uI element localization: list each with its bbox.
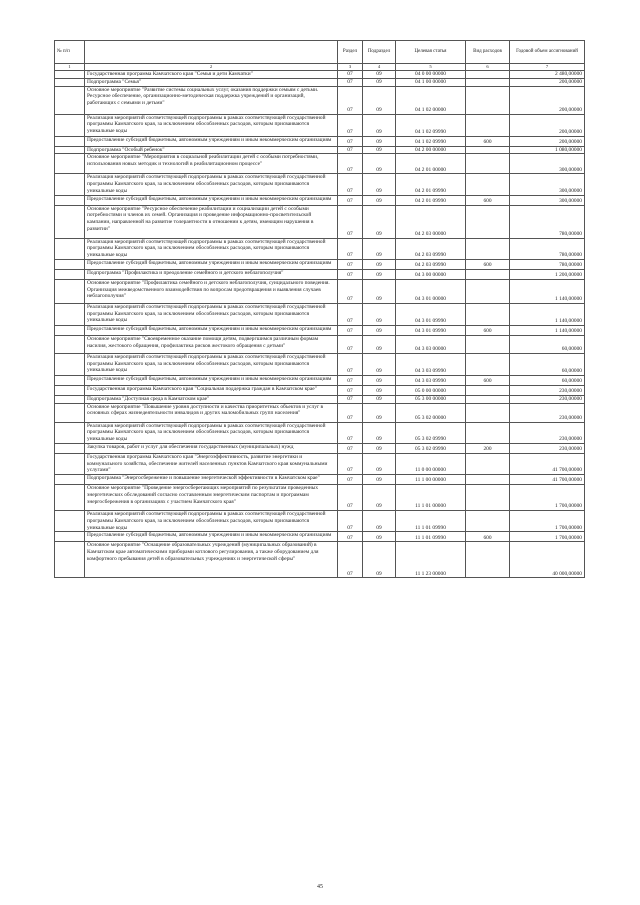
row-podrazdel: 09	[363, 403, 396, 422]
row-num	[55, 86, 85, 114]
table-row	[55, 443, 585, 453]
row-podrazdel: 09	[363, 71, 396, 79]
row-vid	[466, 453, 510, 474]
table-row	[55, 422, 585, 443]
row-tselevaya: 04 3 01 09990	[396, 325, 466, 335]
row-podrazdel: 09	[363, 78, 396, 86]
column-index: 3	[338, 64, 363, 71]
row-vid	[466, 395, 510, 403]
row-razdel: 07	[338, 259, 363, 269]
row-name: Реализация мероприятий соответствующей подпрограммы в рамках соответствующей государственной программы Камчатского края, за исключением обособленных расходов, которым присваиваются уникальные коды	[85, 303, 338, 325]
column-index: 2	[85, 64, 338, 71]
table-row	[55, 395, 585, 403]
row-summa: 200,00000	[510, 78, 585, 86]
row-podrazdel: 09	[363, 385, 396, 395]
row-razdel: 07	[338, 78, 363, 86]
table-row	[55, 403, 585, 422]
row-summa: 230,00000	[510, 385, 585, 395]
row-summa: 1 140,00000	[510, 325, 585, 335]
row-summa: 300,00000	[510, 195, 585, 205]
row-razdel: 07	[338, 205, 363, 238]
row-summa: 2 480,00000	[510, 71, 585, 79]
row-vid	[466, 511, 510, 532]
row-name: Предоставление субсидий бюджетным, автономным учреждениям и иным некоммерческим организациям	[85, 259, 338, 269]
row-vid	[466, 269, 510, 279]
row-podrazdel: 09	[363, 443, 396, 453]
row-tselevaya: 11 1 23 00000	[396, 542, 466, 578]
column-index-row	[55, 64, 585, 71]
row-summa: 300,00000	[510, 154, 585, 174]
row-summa: 41 700,00000	[510, 475, 585, 485]
row-vid	[466, 422, 510, 443]
row-razdel: 07	[338, 353, 363, 375]
row-vid	[466, 485, 510, 511]
row-tselevaya: 04 3 00 00000	[396, 269, 466, 279]
row-name: Подпрограмма "Семья"	[85, 78, 338, 86]
table-row	[55, 136, 585, 146]
row-podrazdel: 09	[363, 532, 396, 542]
row-name: Реализация мероприятий соответствующей подпрограммы в рамках соответствующей государственной программы Камчатского края, за исключением обособленных расходов, которым присваиваются уникальные коды	[85, 238, 338, 259]
row-razdel: 07	[338, 395, 363, 403]
row-name: Реализация мероприятий соответствующей подпрограммы в рамках соответствующей государственной программы Камчатского края, за исключением обособленных расходов, которым присваиваются уникальные коды	[85, 353, 338, 375]
row-name: Реализация мероприятий соответствующей подпрограммы в рамках соответствующей государственной программы Камчатского края, за исключением обособленных расходов, которым присваиваются уникальные коды	[85, 511, 338, 532]
row-razdel: 07	[338, 422, 363, 443]
row-num	[55, 205, 85, 238]
row-tselevaya: 04 1 00 00000	[396, 78, 466, 86]
row-num	[55, 269, 85, 279]
column-index: 4	[363, 64, 396, 71]
row-num	[55, 395, 85, 403]
row-tselevaya: 11 1 01 09990	[396, 511, 466, 532]
column-index: 6	[466, 64, 510, 71]
row-tselevaya: 04 3 03 09990	[396, 375, 466, 385]
row-tselevaya: 04 2 03 00000	[396, 205, 466, 238]
row-name: Предоставление субсидий бюджетным, автономным учреждениям и иным некоммерческим организациям	[85, 532, 338, 542]
row-razdel: 07	[338, 375, 363, 385]
row-num	[55, 303, 85, 325]
row-tselevaya: 11 1 01 00000	[396, 485, 466, 511]
row-num	[55, 335, 85, 353]
row-vid	[466, 86, 510, 114]
table-row	[55, 542, 585, 578]
table-row	[55, 385, 585, 395]
row-summa: 1 080,00000	[510, 146, 585, 154]
row-tselevaya: 04 3 01 00000	[396, 279, 466, 303]
table-header-row	[55, 41, 585, 64]
column-index: 5	[396, 64, 466, 71]
row-tselevaya: 04 2 01 09990	[396, 195, 466, 205]
row-name: Реализация мероприятий соответствующей подпрограммы в рамках соответствующей государственной программы Камчатского края, за исключением обособленных расходов, которым присваиваются уникальные коды	[85, 174, 338, 195]
row-razdel: 07	[338, 195, 363, 205]
row-razdel: 07	[338, 238, 363, 259]
row-summa: 41 700,00000	[510, 453, 585, 474]
row-podrazdel: 09	[363, 259, 396, 269]
row-podrazdel: 09	[363, 136, 396, 146]
row-name: Государственная программа Камчатского края "Семья и дети Камчатки"	[85, 71, 338, 79]
row-vid: 600	[466, 136, 510, 146]
table-row	[55, 174, 585, 195]
row-podrazdel: 09	[363, 335, 396, 353]
row-vid: 200	[466, 443, 510, 453]
row-num	[55, 71, 85, 79]
row-summa: 230,00000	[510, 422, 585, 443]
row-razdel: 07	[338, 475, 363, 485]
row-razdel: 07	[338, 542, 363, 578]
row-tselevaya: 04 3 03 09990	[396, 353, 466, 375]
row-razdel: 07	[338, 146, 363, 154]
row-name: Основное мероприятие "Оснащение образовательных учреждений (муниципальных образований) в Камчатском крае автоматическими приборами котлового регулирования, а также оборудованием для комфортного пребывания детей в образовательных учреждениях и энергетической сферы"	[85, 542, 338, 578]
row-summa: 1 140,00000	[510, 303, 585, 325]
row-name: Подпрограмма "Доступная среда в Камчатском крае"	[85, 395, 338, 403]
row-vid	[466, 71, 510, 79]
row-num	[55, 353, 85, 375]
table-row	[55, 238, 585, 259]
header-vid: Вид расходов	[466, 41, 510, 64]
row-num	[55, 422, 85, 443]
row-tselevaya: 04 2 01 00000	[396, 154, 466, 174]
row-vid	[466, 385, 510, 395]
row-num	[55, 403, 85, 422]
row-razdel: 07	[338, 485, 363, 511]
row-num	[55, 195, 85, 205]
row-podrazdel: 09	[363, 475, 396, 485]
header-num: № п/п	[55, 41, 85, 64]
table-row	[55, 532, 585, 542]
table-row	[55, 303, 585, 325]
column-index: 1	[55, 64, 85, 71]
row-podrazdel: 09	[363, 205, 396, 238]
row-tselevaya: 04 2 03 09990	[396, 259, 466, 269]
row-vid	[466, 205, 510, 238]
row-tselevaya: 11 0 00 00000	[396, 453, 466, 474]
row-num	[55, 174, 85, 195]
row-vid	[466, 353, 510, 375]
row-num	[55, 542, 85, 578]
row-vid	[466, 174, 510, 195]
row-name: Подпрограмма "Профилактика и преодоление семейного и детского неблагополучия"	[85, 269, 338, 279]
row-razdel: 07	[338, 136, 363, 146]
row-vid: 600	[466, 195, 510, 205]
row-summa: 230,00000	[510, 403, 585, 422]
row-num	[55, 279, 85, 303]
table-row	[55, 114, 585, 136]
row-summa: 300,00000	[510, 174, 585, 195]
table-body	[55, 71, 585, 578]
row-podrazdel: 09	[363, 154, 396, 174]
header-podrazdel: Подраздел	[363, 41, 396, 64]
row-num	[55, 485, 85, 511]
row-name: Государственная программа Камчатского края "Энергоэффективность, развитие энергетики и коммунального хозяйства, обеспечение жителей населенных пунктов Камчатского края коммунальными услугами"	[85, 453, 338, 474]
row-summa: 230,00000	[510, 395, 585, 403]
page-number: 45	[317, 884, 323, 890]
table-row	[55, 485, 585, 511]
row-tselevaya: 04 2 03 09990	[396, 238, 466, 259]
row-name: Основное мероприятие "Своевременное оказание помощи детям, подвергшимся различным формам насилия, жестокого обращения, профилактика рисков жестокого обращения с детьми"	[85, 335, 338, 353]
row-summa: 780,00000	[510, 238, 585, 259]
row-vid: 600	[466, 375, 510, 385]
row-name: Реализация мероприятий соответствующей подпрограммы в рамках соответствующей государственной программы Камчатского края, за исключением обособленных расходов, которым присваиваются уникальные коды	[85, 422, 338, 443]
row-name: Государственная программа Камчатского края "Социальная поддержка граждан в Камчатском крае"	[85, 385, 338, 395]
row-podrazdel: 09	[363, 279, 396, 303]
row-name: Предоставление субсидий бюджетным, автономным учреждениям и иным некоммерческим организациям	[85, 195, 338, 205]
row-vid	[466, 114, 510, 136]
row-num	[55, 114, 85, 136]
table-row	[55, 335, 585, 353]
row-podrazdel: 09	[363, 174, 396, 195]
header-summa: Годовой объем ассигнований	[510, 41, 585, 64]
row-tselevaya: 04 1 02 00000	[396, 86, 466, 114]
row-name: Предоставление субсидий бюджетным, автономным учреждениям и иным некоммерческим организациям	[85, 136, 338, 146]
row-num	[55, 325, 85, 335]
row-name: Основное мероприятие "Ресурсное обеспечение реабилитации и социализации детей с особыми потребностями и членов их семей. Организация и проведение информационно-просветительской кампании, направленной на развитие толерантности в отношении к детям, имеющим нарушения в развитии"	[85, 205, 338, 238]
row-num	[55, 375, 85, 385]
row-name: Подпрограмма "Особый ребенок"	[85, 146, 338, 154]
row-num	[55, 154, 85, 174]
table-row	[55, 279, 585, 303]
row-summa: 1 700,00000	[510, 532, 585, 542]
row-vid	[466, 154, 510, 174]
table-row	[55, 71, 585, 79]
row-vid: 600	[466, 259, 510, 269]
row-summa: 1 700,00000	[510, 485, 585, 511]
row-razdel: 07	[338, 279, 363, 303]
row-podrazdel: 09	[363, 114, 396, 136]
table-row	[55, 78, 585, 86]
row-razdel: 07	[338, 325, 363, 335]
row-name: Подпрограмма "Энергосбережение и повышение энергетической эффективности в Камчатском крае"	[85, 475, 338, 485]
column-index: 7	[510, 64, 585, 71]
row-tselevaya: 05 0 00 00000	[396, 385, 466, 395]
table-row	[55, 195, 585, 205]
row-num	[55, 385, 85, 395]
row-vid	[466, 403, 510, 422]
row-num	[55, 238, 85, 259]
row-name: Основное мероприятие "Мероприятия в социальной реабилитации детей с особыми потребностями, использования новых методик и технологий в реабилитационном процессе"	[85, 154, 338, 174]
row-razdel: 07	[338, 403, 363, 422]
table-row	[55, 325, 585, 335]
row-summa: 60,00000	[510, 353, 585, 375]
row-vid	[466, 542, 510, 578]
row-summa: 60,00000	[510, 375, 585, 385]
row-podrazdel: 09	[363, 238, 396, 259]
row-tselevaya: 05 3 02 00000	[396, 403, 466, 422]
row-razdel: 07	[338, 154, 363, 174]
row-podrazdel: 09	[363, 542, 396, 578]
row-tselevaya: 05 3 00 00000	[396, 395, 466, 403]
header-razdel: Раздел	[338, 41, 363, 64]
table-row	[55, 375, 585, 385]
row-vid	[466, 279, 510, 303]
row-vid	[466, 146, 510, 154]
budget-table	[54, 40, 585, 578]
row-podrazdel: 09	[363, 325, 396, 335]
table-row	[55, 353, 585, 375]
row-name: Предоставление субсидий бюджетным, автономным учреждениям и иным некоммерческим организациям	[85, 325, 338, 335]
row-razdel: 07	[338, 269, 363, 279]
row-name: Основное мероприятие "Развитие системы социальных услуг, оказания поддержки семьям с детьми. Ресурсное обеспечение, организационно-методическая поддержка учреждений и организаций, работающих с семьями и детьми"	[85, 86, 338, 114]
row-podrazdel: 09	[363, 146, 396, 154]
row-name: Реализация мероприятий соответствующей подпрограммы в рамках соответствующей государственной программы Камчатского края, за исключением обособленных расходов, которым присваиваются уникальные коды	[85, 114, 338, 136]
row-podrazdel: 09	[363, 395, 396, 403]
row-razdel: 07	[338, 71, 363, 79]
header-name	[85, 41, 338, 64]
table-row	[55, 146, 585, 154]
table-row	[55, 205, 585, 238]
row-razdel: 07	[338, 385, 363, 395]
row-vid: 600	[466, 532, 510, 542]
row-num	[55, 136, 85, 146]
row-tselevaya: 04 2 00 00000	[396, 146, 466, 154]
row-tselevaya: 11 1 00 00000	[396, 475, 466, 485]
row-summa: 1 140,00000	[510, 279, 585, 303]
row-tselevaya: 04 3 01 09990	[396, 303, 466, 325]
table-row	[55, 475, 585, 485]
row-num	[55, 259, 85, 269]
row-razdel: 07	[338, 303, 363, 325]
row-tselevaya: 04 3 03 00000	[396, 335, 466, 353]
row-name: Закупка товаров, работ и услуг для обеспечения государственных (муниципальных) нужд	[85, 443, 338, 453]
row-num	[55, 146, 85, 154]
row-summa: 230,00000	[510, 443, 585, 453]
row-podrazdel: 09	[363, 353, 396, 375]
row-vid	[466, 238, 510, 259]
row-podrazdel: 09	[363, 303, 396, 325]
row-vid	[466, 303, 510, 325]
table-row	[55, 511, 585, 532]
row-podrazdel: 09	[363, 195, 396, 205]
row-tselevaya: 05 3 02 09990	[396, 443, 466, 453]
row-razdel: 07	[338, 114, 363, 136]
row-summa: 40 000,00000	[510, 542, 585, 578]
row-tselevaya: 04 1 02 09990	[396, 114, 466, 136]
row-razdel: 07	[338, 453, 363, 474]
row-podrazdel: 09	[363, 86, 396, 114]
row-name: Основное мероприятие "Повышение уровня доступности и качества приоритетных объектов и услуг в основных сферах жизнедеятельности инвалидов и других маломобильных групп населения"	[85, 403, 338, 422]
row-razdel: 07	[338, 86, 363, 114]
row-podrazdel: 09	[363, 375, 396, 385]
row-summa: 1 200,00000	[510, 269, 585, 279]
row-podrazdel: 09	[363, 485, 396, 511]
row-razdel: 07	[338, 174, 363, 195]
row-tselevaya: 04 2 01 09990	[396, 174, 466, 195]
row-razdel: 07	[338, 511, 363, 532]
row-razdel: 07	[338, 532, 363, 542]
row-podrazdel: 09	[363, 453, 396, 474]
row-razdel: 07	[338, 443, 363, 453]
row-tselevaya: 11 1 01 09990	[396, 532, 466, 542]
row-tselevaya: 04 0 00 00000	[396, 71, 466, 79]
row-summa: 780,00000	[510, 205, 585, 238]
row-summa: 60,00000	[510, 335, 585, 353]
table-row	[55, 269, 585, 279]
row-podrazdel: 09	[363, 422, 396, 443]
row-tselevaya: 04 1 02 09990	[396, 136, 466, 146]
row-num	[55, 532, 85, 542]
row-num	[55, 443, 85, 453]
header-tselevaya: Целевая статья	[396, 41, 466, 64]
row-podrazdel: 09	[363, 269, 396, 279]
row-razdel: 07	[338, 335, 363, 353]
row-vid	[466, 78, 510, 86]
row-summa: 200,00000	[510, 86, 585, 114]
row-vid	[466, 335, 510, 353]
row-summa: 1 700,00000	[510, 511, 585, 532]
row-tselevaya: 05 3 02 09990	[396, 422, 466, 443]
row-summa: 200,00000	[510, 136, 585, 146]
row-num	[55, 511, 85, 532]
table-row	[55, 453, 585, 474]
row-name: Предоставление субсидий бюджетным, автономным учреждениям и иным некоммерческим организациям	[85, 375, 338, 385]
row-num	[55, 453, 85, 474]
row-name: Основное мероприятие "Профилактика семейного и детского неблагополучия, суицидального поведения. Организация межведомственного взаимодействия по вопросам предотвращения и выявления случаев неблагополучия"	[85, 279, 338, 303]
table-row	[55, 154, 585, 174]
table-row	[55, 86, 585, 114]
row-vid	[466, 475, 510, 485]
row-num	[55, 475, 85, 485]
row-num	[55, 78, 85, 86]
row-summa: 200,00000	[510, 114, 585, 136]
row-vid: 600	[466, 325, 510, 335]
row-summa: 780,00000	[510, 259, 585, 269]
table-row	[55, 259, 585, 269]
row-name: Основное мероприятие "Проведение энергосберегающих мероприятий по результатам проведенных энергетических обследований согласно составленным энергетическим паспортам и программам энергосбережения в организациях с участием Камчатского края"	[85, 485, 338, 511]
row-podrazdel: 09	[363, 511, 396, 532]
